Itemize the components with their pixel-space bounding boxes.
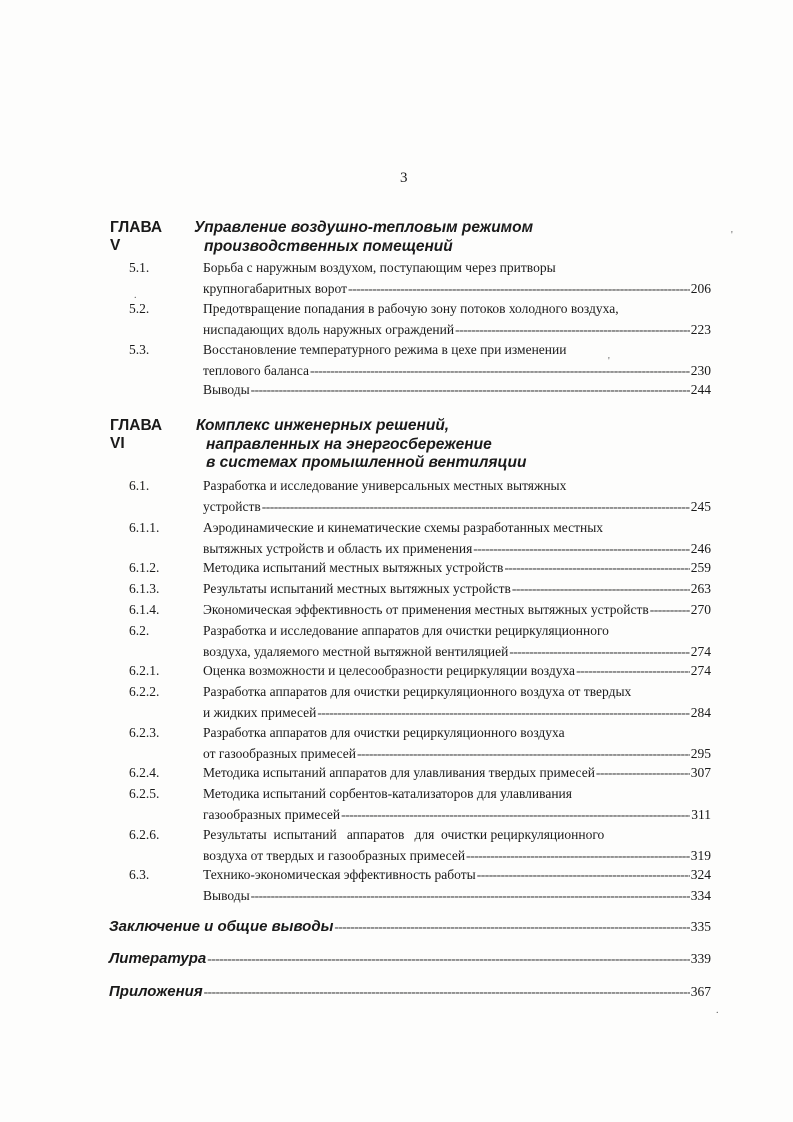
scan-speck: ': [731, 230, 733, 241]
entry-number: 6.2.3.: [129, 725, 160, 740]
entry-page: 311: [691, 806, 711, 822]
entry-last-line: [203, 805, 711, 826]
final-section-page: 335: [690, 919, 711, 934]
dot-leader: [477, 865, 690, 886]
entry-title-line: Результаты испытаний местных вытяжных устройств: [203, 581, 511, 596]
dot-leader: [262, 497, 690, 518]
entry-last-line: [203, 558, 711, 579]
chapter-title: [194, 219, 533, 256]
entry-last-line: [203, 744, 711, 765]
entry-page: 230: [690, 362, 711, 378]
entry-title-line: Аэродинамические и кинематические схемы разработанных местных: [203, 520, 604, 535]
entry-title-line: Методика испытаний аппаратов для улавливания твердых примесей: [203, 765, 595, 780]
entry-page: 295: [690, 745, 711, 761]
entry-title-line: Методика испытаний местных вытяжных устройств: [203, 560, 504, 575]
entry-number: 6.2.2.: [129, 684, 160, 699]
entry-page: 284: [690, 704, 711, 720]
entry-title-line: Борьба с наружным воздухом, поступающим через притворы: [203, 260, 556, 275]
entry-title-line: Оценка возможности и целесообразности рециркуляции воздуха: [203, 663, 576, 678]
entry-page: 334: [690, 888, 711, 903]
dot-leader: [341, 805, 690, 826]
final-section-page: 339: [690, 951, 711, 966]
entry-title-line: Разработка и исследование аппаратов для очистки рециркуляционного: [203, 623, 609, 638]
entry-last-line: [203, 865, 711, 886]
entry-page: 274: [690, 663, 711, 678]
entry-number: 6.1.3.: [129, 581, 160, 596]
final-section-title: Литература: [109, 950, 207, 967]
entry-title-line: крупногабаритных ворот: [203, 280, 348, 296]
entry-page: 319: [690, 847, 711, 863]
entry-number: 6.1.4.: [129, 602, 160, 617]
dot-leader: [334, 917, 689, 937]
toc-final-conclusion: [109, 917, 711, 937]
entry-last-line: [203, 661, 711, 682]
dot-leader: [348, 279, 690, 300]
entry-last-line: [203, 279, 711, 300]
entry-last-line: [203, 361, 711, 382]
entry-last-line: [203, 380, 711, 401]
entry-number: 6.3.: [129, 867, 150, 882]
entry-page: 324: [690, 867, 711, 882]
entry-page: 246: [690, 540, 711, 556]
dot-leader: [473, 539, 689, 560]
dot-leader: [317, 703, 689, 724]
dot-leader: [512, 579, 690, 600]
entry-number: 6.1.2.: [129, 560, 160, 575]
chapter-title-line: Комплекс инженерных решений,: [196, 417, 450, 434]
dot-leader: [466, 846, 690, 867]
entry-page: 270: [690, 602, 711, 617]
entry-title-line: от газообразных примесей: [203, 745, 356, 761]
scan-speck: ': [608, 356, 610, 367]
dot-leader: [650, 600, 690, 621]
scan-speck: .: [716, 1005, 719, 1016]
dot-leader: [251, 886, 690, 907]
dot-leader: [576, 661, 690, 682]
toc-final-appendices: [109, 982, 711, 1002]
entry-last-line: [203, 886, 711, 907]
entry-page: 307: [690, 765, 711, 780]
entry-title-line: и жидких примесей: [203, 704, 317, 720]
entry-last-line: [203, 497, 711, 518]
entry-last-line: [203, 600, 711, 621]
entry-title-line: Выводы: [203, 382, 250, 397]
entry-last-line: [203, 703, 711, 724]
dot-leader: [504, 558, 689, 579]
entry-title-line: Выводы: [203, 888, 250, 903]
entry-title-line: Результаты испытаний аппаратов для очистки рециркуляционного: [203, 827, 605, 842]
page-number: 3: [400, 170, 408, 186]
entry-last-line: [203, 763, 711, 784]
dot-leader: [204, 982, 690, 1002]
chapter-title-line: направленных на энергосбережение: [206, 435, 492, 453]
entry-number: 6.2.4.: [129, 765, 160, 780]
entry-title-line: Разработка и исследование универсальных местных вытяжных: [203, 478, 567, 493]
entry-number: 6.1.1.: [129, 520, 160, 535]
dot-leader: [251, 380, 690, 401]
entry-last-line: [203, 539, 711, 560]
entry-number: 6.1.: [129, 478, 150, 493]
final-section-page: 367: [690, 984, 711, 999]
final-section-title: Приложения: [109, 983, 203, 1000]
entry-title-line: вытяжных устройств и область их применения: [203, 540, 473, 556]
entry-page: 245: [690, 498, 711, 514]
entry-title-line: устройств: [203, 498, 261, 514]
entry-number: 6.2.6.: [129, 827, 160, 842]
dot-leader: [357, 744, 690, 765]
entry-title-line: Восстановление температурного режима в цехе при изменении: [203, 342, 567, 357]
dot-leader: [455, 320, 690, 341]
entry-number: 6.2.5.: [129, 786, 160, 801]
entry-last-line: [203, 579, 711, 600]
dot-leader: [596, 763, 690, 784]
entry-page: 223: [690, 321, 711, 337]
entry-page: 259: [690, 560, 711, 575]
chapter-label: ГЛАВА V: [110, 219, 163, 254]
entry-last-line: [203, 642, 711, 663]
entry-title-line: Предотвращение попадания в рабочую зону потоков холодного воздуха,: [203, 301, 619, 316]
entry-number: 5.3.: [129, 342, 150, 357]
entry-title-line: ниспадающих вдоль наружных ограждений: [203, 321, 455, 337]
entry-number: 5.2.: [129, 301, 150, 316]
entry-title-line: Разработка аппаратов для очистки рециркуляционного воздуха: [203, 725, 565, 740]
chapter-title: [196, 417, 526, 473]
entry-title-line: Методика испытаний сорбентов-катализаторов для улавливания: [203, 786, 572, 801]
chapter-label: ГЛАВА VI: [110, 417, 163, 452]
dot-leader: [310, 361, 690, 382]
entry-title-line: воздуха от твердых и газообразных примесей: [203, 847, 466, 863]
chapter-title-line: Управление воздушно-тепловым режимом: [194, 219, 534, 236]
entry-title-line: воздуха, удаляемого местной вытяжной вентиляцией: [203, 643, 509, 659]
entry-page: 263: [690, 581, 711, 596]
entry-title-line: Экономическая эффективность от применения местных вытяжных устройств: [203, 602, 649, 617]
entry-title-line: газообразных примесей: [203, 806, 341, 822]
entry-last-line: [203, 320, 711, 341]
dot-leader: [207, 949, 689, 969]
scan-speck: .: [134, 290, 137, 301]
entry-number: 5.1.: [129, 260, 150, 275]
entry-title-line: Разработка аппаратов для очистки рециркуляционного воздуха от твердых: [203, 684, 632, 699]
chapter-title-line: в системах промышленной вентиляции: [206, 454, 527, 471]
entry-number: 6.2.: [129, 623, 150, 638]
entry-number: 6.2.1.: [129, 663, 160, 678]
entry-page: 274: [690, 643, 711, 659]
entry-title-line: Технико-экономическая эффективность работы: [203, 867, 476, 882]
entry-last-line: [203, 846, 711, 867]
entry-page: 244: [690, 382, 711, 397]
entry-title-line: теплового баланса: [203, 362, 310, 378]
chapter-title-line: производственных помещений: [204, 237, 453, 255]
dot-leader: [509, 642, 689, 663]
entry-page: 206: [690, 280, 711, 296]
final-section-title: Заключение и общие выводы: [109, 918, 334, 935]
toc-final-literature: [109, 949, 711, 969]
